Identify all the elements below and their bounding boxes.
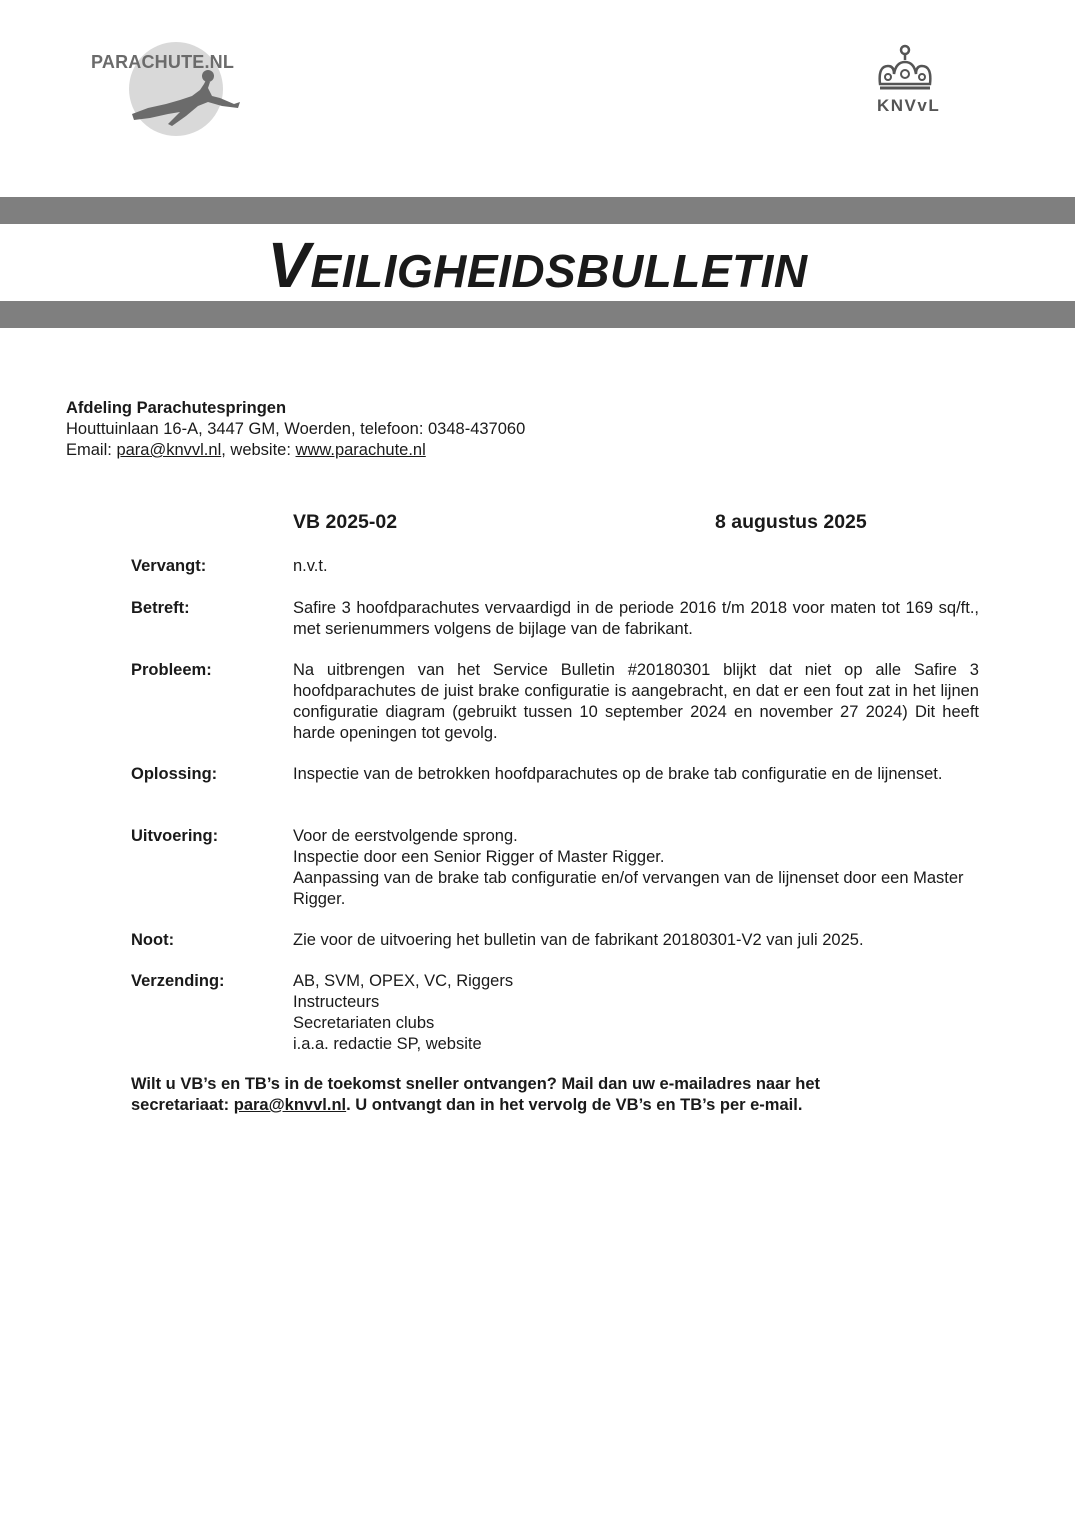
row-label: Vervangt: [131, 557, 207, 575]
footer-suffix: . U ontvangt dan in het vervolg de VB’s en TB’s per e-mail. [346, 1096, 803, 1114]
row-line: Voor de eerstvolgende sprong. [293, 827, 518, 845]
row-body [293, 971, 979, 1055]
row-line: Inspectie door een Senior Rigger of Master Rigger. [293, 848, 665, 866]
row-body: Safire 3 hoofdparachutes vervaardigd in de periode 2016 t/m 2018 voor maten tot 169 sq/ft., met serienummers volgens de bijlage van de fabrikant. [293, 599, 979, 638]
footer-prefix: secretariaat: [131, 1096, 234, 1114]
footer-line-1: Wilt u VB’s en TB’s in de toekomst sneller ontvangen? Mail dan uw e-mailadres naar het [131, 1075, 821, 1093]
crown-icon [874, 44, 936, 94]
organization-block [66, 398, 525, 461]
organization-contact [66, 440, 525, 461]
row-line: AB, SVM, OPEX, VC, Riggers [293, 972, 514, 990]
left-logo-text: PARACHUTE.NL [91, 52, 235, 72]
bulletin-title [0, 228, 1075, 302]
row-line: Aanpassing van de brake tab configuratie en/of vervangen van de lijnenset door een Master Rigger. [293, 869, 964, 908]
row-body [293, 556, 979, 577]
row-label: Betreft: [131, 599, 190, 617]
row-label: Verzending: [131, 972, 225, 990]
title-first-letter: V [267, 229, 311, 301]
row-label: Noot: [131, 931, 175, 949]
row-body: Na uitbrengen van het Service Bulletin #20180301 blijkt dat niet op alle Safire 3 hoofdparachutes de juist brake configuratie is aangebracht, en dat er een fout zat in het lijnen configuratie diagram (gebruikt tussen 10 september 2024 en november 27 2024) Dit heeft harde openingen tot gevolg. [293, 661, 979, 742]
website-link[interactable]: www.parachute.nl [295, 441, 426, 459]
organization-address: Houttuinlaan 16-A, 3447 GM, Woerden, telefoon: 0348-437060 [66, 420, 526, 438]
row-line: i.a.a. redactie SP, website [293, 1035, 482, 1053]
title-band-bottom [0, 301, 1075, 328]
row-line: Zie voor de uitvoering het bulletin van de fabrikant 20180301-V2 van juli 2025. [293, 931, 864, 949]
row-line: n.v.t. [293, 557, 328, 575]
bulletin-number: VB 2025-02 [293, 511, 398, 533]
row-body [293, 930, 979, 951]
right-logo-text: KNVvL [877, 96, 941, 115]
row-label: Probleem: [131, 661, 212, 679]
email-prefix: Email: [66, 441, 117, 459]
title-rest: EILIGHEIDSBULLETIN [310, 245, 808, 297]
bulletin-date: 8 augustus 2025 [715, 511, 867, 533]
title-band-top [0, 197, 1075, 224]
row-body [293, 826, 979, 910]
row-label: Oplossing: [131, 765, 218, 783]
row-label: Uitvoering: [131, 827, 219, 845]
footer-email-link[interactable]: para@knvvl.nl [233, 1096, 347, 1114]
website-prefix: , website: [221, 441, 296, 459]
knvvl-logo [870, 44, 942, 124]
row-body: Inspectie van de betrokken hoofdparachutes op de brake tab configuratie en de lijnenset. [293, 765, 943, 783]
parachute-nl-logo [88, 40, 258, 140]
email-link[interactable]: para@knvvl.nl [116, 441, 222, 459]
organization-name: Afdeling Parachutespringen [66, 399, 287, 417]
footer-note [131, 1074, 931, 1116]
row-line: Secretariaten clubs [293, 1014, 435, 1032]
row-line: Instructeurs [293, 993, 380, 1011]
footer-line-2 [131, 1095, 931, 1116]
